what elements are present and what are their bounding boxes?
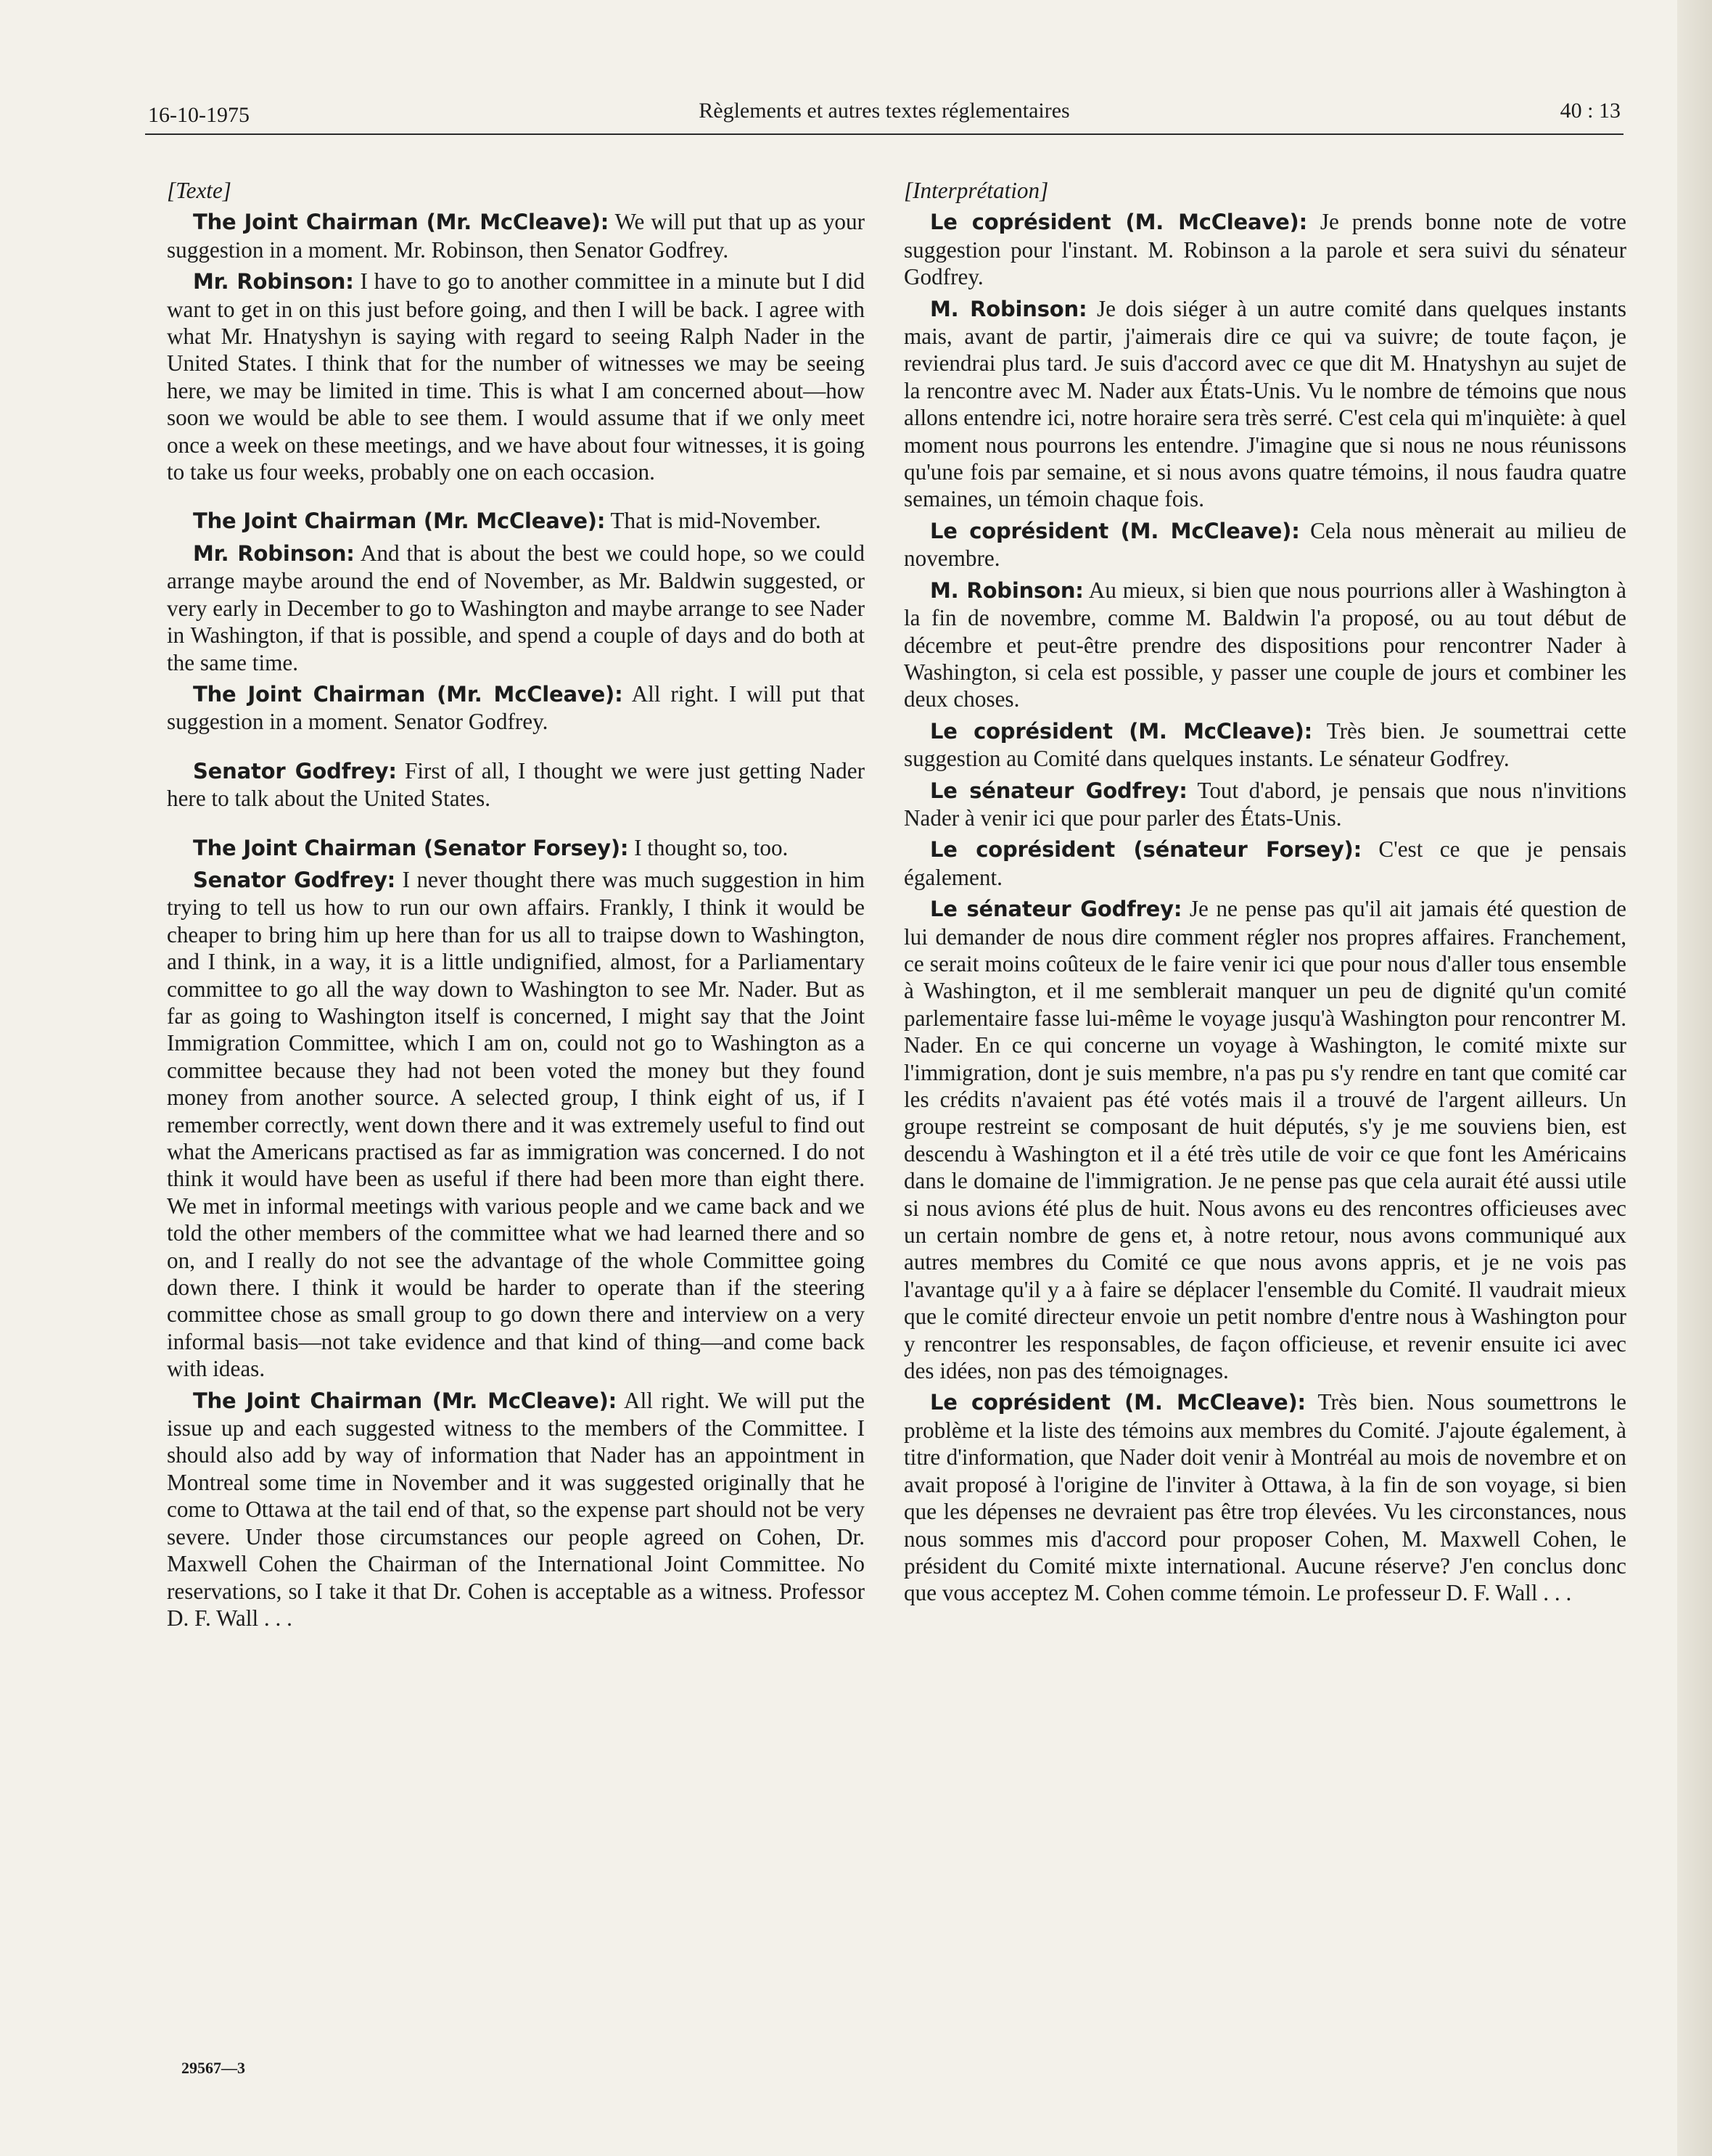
transcript-paragraph <box>167 507 865 535</box>
speech-text: I have to go to another committee in a minute but I did want to get in on this just before going, and then I will be back. I agree with what Mr. Hnatyshyn is saying with regard to seeing Ralph Nader in the United States. I think that for the number of witnesses we may be seeing here, we may be limited in time. This is what I am concerned about—how soon we would be able to see them. I would assume that if we only meet once a week on these meetings, and we have about four witnesses, it is going to take us four weeks, probably one on each occasion. <box>167 268 865 485</box>
page-edge <box>1677 0 1712 2156</box>
speech-text: Très bien. Nous soumettrons le problème et la liste des témoins aux membres du Comité. J'ajoute également, à titre d'information, que Nader doit venir à Montréal au mois de novembre et on avait proposé à l'origine de l'inviter à Ottawa, à la fin de son voyage, si bien que les dépenses ne devraient pas être trop élevées. Vu les circonstances, nous nous sommes mis d'accord pour proposer Cohen, M. Maxwell Cohen, le président du Comité mixte international. Aucune réserve? J'en conclus donc que vous acceptez M. Cohen comme témoin. Le professeur D. F. Wall . . . <box>904 1389 1626 1606</box>
speech-text: Au mieux, si bien que nous pourrions aller à Washington à la fin de novembre, comme M. Baldwin l'a proposé, ou au tout début de décembre et peut-être prendre des dispositions pour rencontrer Nader à Washington, si cela est possible, y passer une couple de jours et combiner les deux choses. <box>904 577 1626 712</box>
speech-text: That is mid-November. <box>605 508 821 534</box>
transcript-paragraph <box>167 268 865 485</box>
speech-text: And that is about the best we could hope, so we could arrange maybe around the end of November, as Mr. Baldwin suggested, or very early in December to go to Washington and maybe arrange to see Nader in Washington, if that is possible, and spend a couple of days and do both at the same time. <box>167 540 865 675</box>
transcript-paragraph <box>167 757 865 812</box>
language-tag: [Interprétation] <box>904 178 1049 203</box>
speech-text: We will put that up as your suggestion in a moment. Mr. Robinson, then Senator Godfrey. <box>167 209 865 263</box>
transcript-paragraph <box>167 834 865 862</box>
speaker-name: Senator Godfrey: <box>193 867 396 892</box>
transcript-paragraph <box>904 895 1626 1384</box>
speaker-name: Le coprésident (sénateur Forsey): <box>930 837 1362 863</box>
speaker-name: Le coprésident (M. McCleave): <box>930 1390 1306 1415</box>
speaker-name: The Joint Chairman (Mr. McCleave): <box>193 1388 617 1413</box>
page-header <box>145 97 1623 135</box>
speech-text: First of all, I thought we were just getting Nader here to talk about the United States. <box>167 757 865 812</box>
transcript-paragraph <box>167 680 865 736</box>
speaker-name: Le coprésident (M. McCleave): <box>930 518 1300 543</box>
speaker-name: Le sénateur Godfrey: <box>930 778 1188 803</box>
speaker-name: M. Robinson: <box>930 577 1084 603</box>
language-tag: [Texte] <box>167 178 231 203</box>
speech-text: All right. We will put the issue up and each suggested witness to the members of the Committee. I should also add by way of information that Nader has an appointment in Montreal some time in November and it was suggested originally that he come to Ottawa at the tail end of that, so the expense part should not be very severe. Under those circumstances our people agreed on Cohen, Dr. Maxwell Cohen the Chairman of the International Joint Committee. No reservations, so I take it that Dr. Cohen is acceptable as a witness. Professor D. F. Wall . . . <box>167 1387 865 1631</box>
transcript-paragraph <box>904 1388 1626 1606</box>
speech-text: Tout d'abord, je pensais que nous n'invitions Nader à venir ici que pour parler des États-Unis. <box>904 777 1626 831</box>
speech-text: All right. I will put that suggestion in a moment. Senator Godfrey. <box>167 680 865 735</box>
speaker-name: Le coprésident (M. McCleave): <box>930 210 1308 235</box>
speaker-name: Le sénateur Godfrey: <box>930 897 1182 922</box>
transcript-paragraph <box>167 208 865 263</box>
speech-text: Très bien. Je soumettrai cette suggestion au Comité dans quelques instants. Le sénateur Godfrey. <box>904 717 1626 772</box>
header-page-number: 40 : 13 <box>1560 99 1621 123</box>
speaker-name: Le coprésident (M. McCleave): <box>930 718 1313 744</box>
speech-text: I thought so, too. <box>628 834 789 860</box>
transcript-paragraph <box>904 836 1626 891</box>
transcript-paragraph <box>904 208 1626 290</box>
speaker-name: M. Robinson: <box>930 296 1087 321</box>
header-title: Règlements et autres textes réglementaires <box>699 99 1070 123</box>
speech-text: Cela nous mènerait au milieu de novembre. <box>904 517 1626 572</box>
transcript-paragraph <box>904 517 1626 572</box>
english-column <box>167 177 865 1636</box>
speech-text: Je dois siéger à un autre comité dans quelques instants mais, avant de partir, j'aimerais dire ce qui va suivre; de toute façon, je reviendrai plus tard. Je suis d'accord avec ce que dit M. Hnatyshyn au sujet de la rencontre avec M. Nader aux États-Unis. Vu le nombre de témoins que nous allons entendre ici, notre horaire sera très serré. C'est cela qui m'inquiète: à quel moment nous pourrons les entendre. J'imagine que si nous ne nous réunissons qu'une fois par semaine, et si nous avons quatre témoins, il nous faudra quatre semaines, un témoin chaque fois. <box>904 295 1626 512</box>
french-column <box>904 177 1626 1611</box>
speaker-name: The Joint Chairman (Senator Forsey): <box>193 835 629 860</box>
speaker-name: Senator Godfrey: <box>193 758 397 783</box>
speech-text: Je prends bonne note de votre suggestion pour l'instant. M. Robinson a la parole et sera suivi du sénateur Godfrey. <box>904 209 1626 290</box>
speech-text: I never thought there was much suggestion in him trying to tell us how to run our own affairs. Frankly, I think it would be cheaper to bring him up here than for us all to traipse down to Washington, and I think, in a way, it is a little undignified, almost, for a Parliamentary committee to go all the way down to Washington to see Mr. Nader. But as far as going to Washington itself is concerned, I might say that the Joint Immigration Committee, which I am on, could not go to Washington as a committee because they had not been voted the money but they found money from another source. A selected group, I think eight of us, if I remember correctly, went down there and it was extremely useful to find out what the Americans practised as far as immigration was concerned. I do not think it would have been as useful if there had been more than eight there. We met in informal meetings with various people and we came back and we told the other members of the committee what we had learned there and so on, and I really do not see the advantage of the whole Committee going down there. I think it would be harder to operate than if the steering committee chose as small group to go down there and interview on a very informal basis—not take evidence and that kind of thing—and come back with ideas. <box>167 866 865 1382</box>
transcript-paragraph <box>904 777 1626 832</box>
transcript-paragraph <box>167 866 865 1383</box>
transcript-paragraph <box>167 1387 865 1632</box>
print-code: 29567—3 <box>181 2059 245 2077</box>
speech-text: Je ne pense pas qu'il ait jamais été question de lui demander de nous dire comment régler nos propres affaires. Franchement, ce serait moins coûteux de le faire venir ici que pour nous d'aller tous ensemble à Washington, et il me semblerait manquer un peu de dignité qu'un comité parlementaire fasse lui-même le voyage jusqu'à Washington pour rencontrer M. Nader. En ce qui concerne un voyage à Washington, le comité mixte sur l'immigration, dont je suis membre, n'a pas pu s'y rendre en tant que comité car les crédits n'avaient pas été votés mais il a trouvé de l'argent ailleurs. Un groupe restreint se composant de huit députés, s'y je me souviens bien, est descendu à Washington et il a été très utile de voir ce que font les Américains dans le domaine de l'immigration. Je ne pense pas que cela aurait été aussi utile si nous avions été plus de huit. Nous avons eu des rencontres officieuses avec un certain nombre de gens et, à notre retour, nous avons communiqué aux autres membres du Comité ce que nous avons appris, et je ne vois pas l'avantage qu'il y a à faire se déplacer l'ensemble du Comité. Il vaudrait mieux que le comité directeur envoie un petit nombre d'entre nous à Washington pour y rencontrer les responsables, de façon officieuse, et revenir ensuite ici avec des idées, non pas des témoignages. <box>904 896 1626 1384</box>
speaker-name: The Joint Chairman (Mr. McCleave): <box>193 509 606 534</box>
transcript-paragraph <box>167 540 865 676</box>
speaker-name: Mr. Robinson: <box>193 540 355 566</box>
transcript-paragraph <box>904 717 1626 773</box>
transcript-paragraph <box>904 577 1626 713</box>
transcript-paragraph <box>904 295 1626 513</box>
speaker-name: The Joint Chairman (Mr. McCleave): <box>193 210 609 235</box>
speaker-name: Mr. Robinson: <box>193 269 354 295</box>
speaker-name: The Joint Chairman (Mr. McCleave): <box>193 681 623 707</box>
speech-text: C'est ce que je pensais également. <box>904 836 1626 890</box>
header-date: 16-10-1975 <box>148 103 250 127</box>
